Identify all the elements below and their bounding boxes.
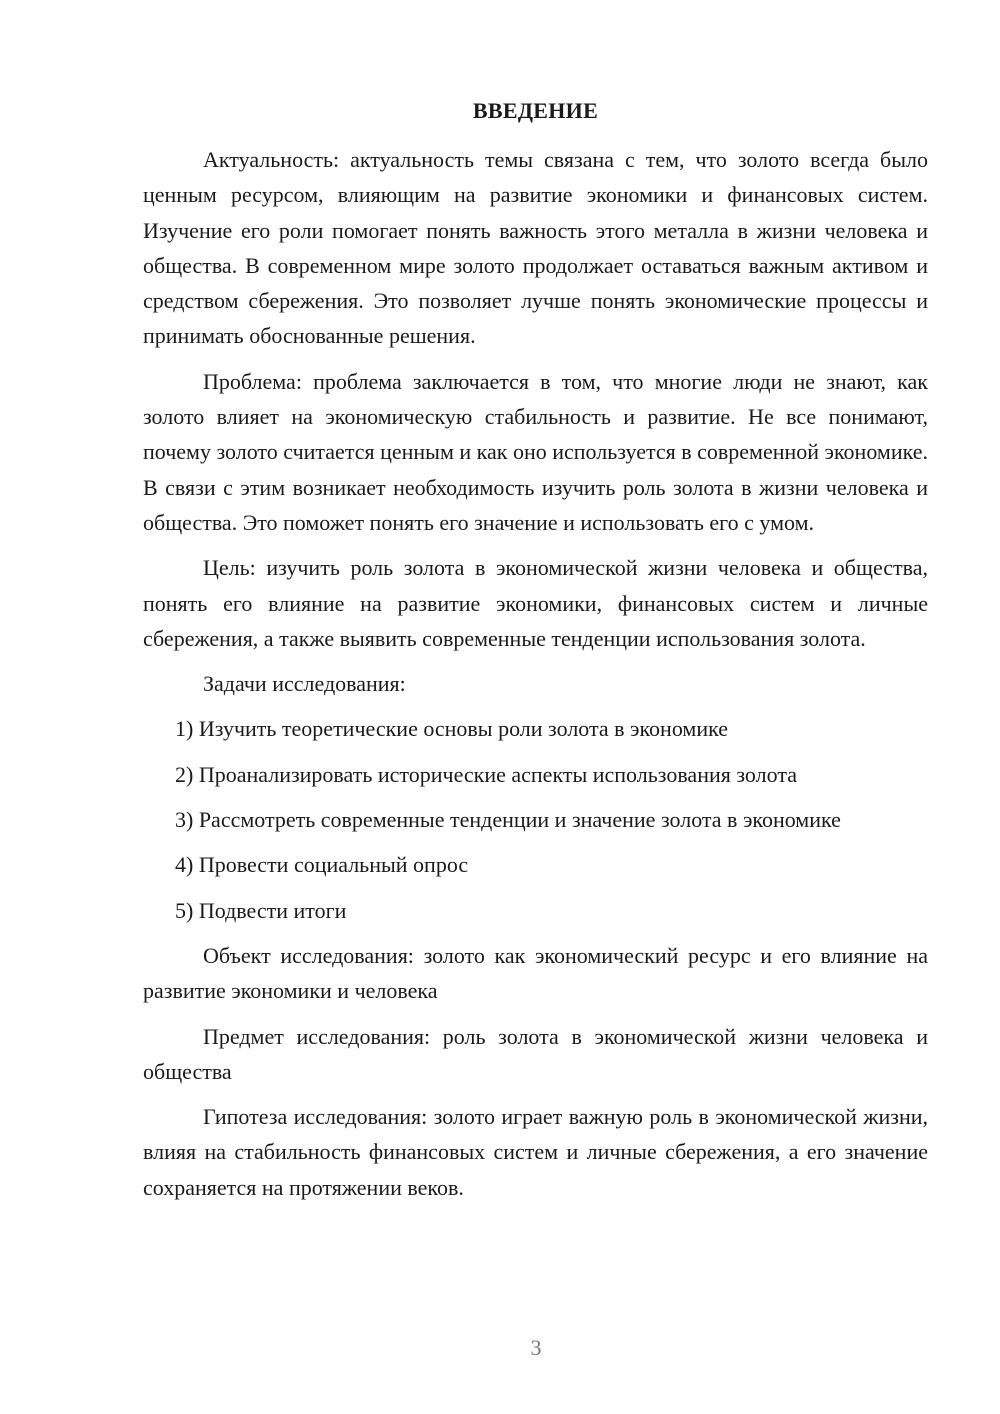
section-title: ВВЕДЕНИЕ [472,98,599,123]
list-item: 4) Провести социальный опрос [175,852,469,878]
page-number: 3 [530,1335,542,1360]
paragraph-object: Объект исследования: золото как экономический ресурс и его влияние на развитие экономики и человека [143,942,928,1004]
paragraph-subject: Предмет исследования: роль золота в экономической жизни человека и общества [143,1023,928,1084]
paragraph-goal: Цель: изучить роль золота в экономической жизни человека и общества, понять его влияние на развитие экономики, финансовых систем и личные сбережения, а также выявить современные тенденции использования золота. [143,555,928,651]
tasks-list [143,711,928,927]
list-item: 3) Рассмотреть современные тенденции и значение золота в экономике [175,807,841,833]
paragraph-problem: Проблема: проблема заключается в том, что многие люди не знают, как золото влияет на экономическую стабильность и развитие. Не все понимают, почему золото считается ценным и как оно используется в современной экономике. В связи с этим возникает необходимость изучить роль золота в жизни человека и общества. Это поможет понять его значение и использовать его с умом. [143,368,929,535]
list-item: 2) Проанализировать исторические аспекты использования золота [175,761,797,787]
document-body [143,142,928,1215]
paragraph-relevance: Актуальность: актуальность темы связана с тем, что золото всегда было ценным ресурсом, влияющим на развитие экономики и финансовых систем. Изучение его роли помогает понять важность этого металла в жизни человека и общества. В современном мире золото продолжает оставаться важным активом и средством сбережения. Это позволяет лучше понять экономические процессы и принимать обоснованные решения. [143,147,928,349]
paragraph-hypothesis: Гипотеза исследования: золото играет важную роль в экономической жизни, влияя на стабильность финансовых систем и личные сбережения, а его значение сохраняется на протяжении веков. [143,1104,928,1200]
list-item: 5) Подвести итоги [175,897,347,923]
list-item: 1) Изучить теоретические основы роли золота в экономике [175,716,729,742]
tasks-heading: Задачи исследования: [203,671,406,697]
